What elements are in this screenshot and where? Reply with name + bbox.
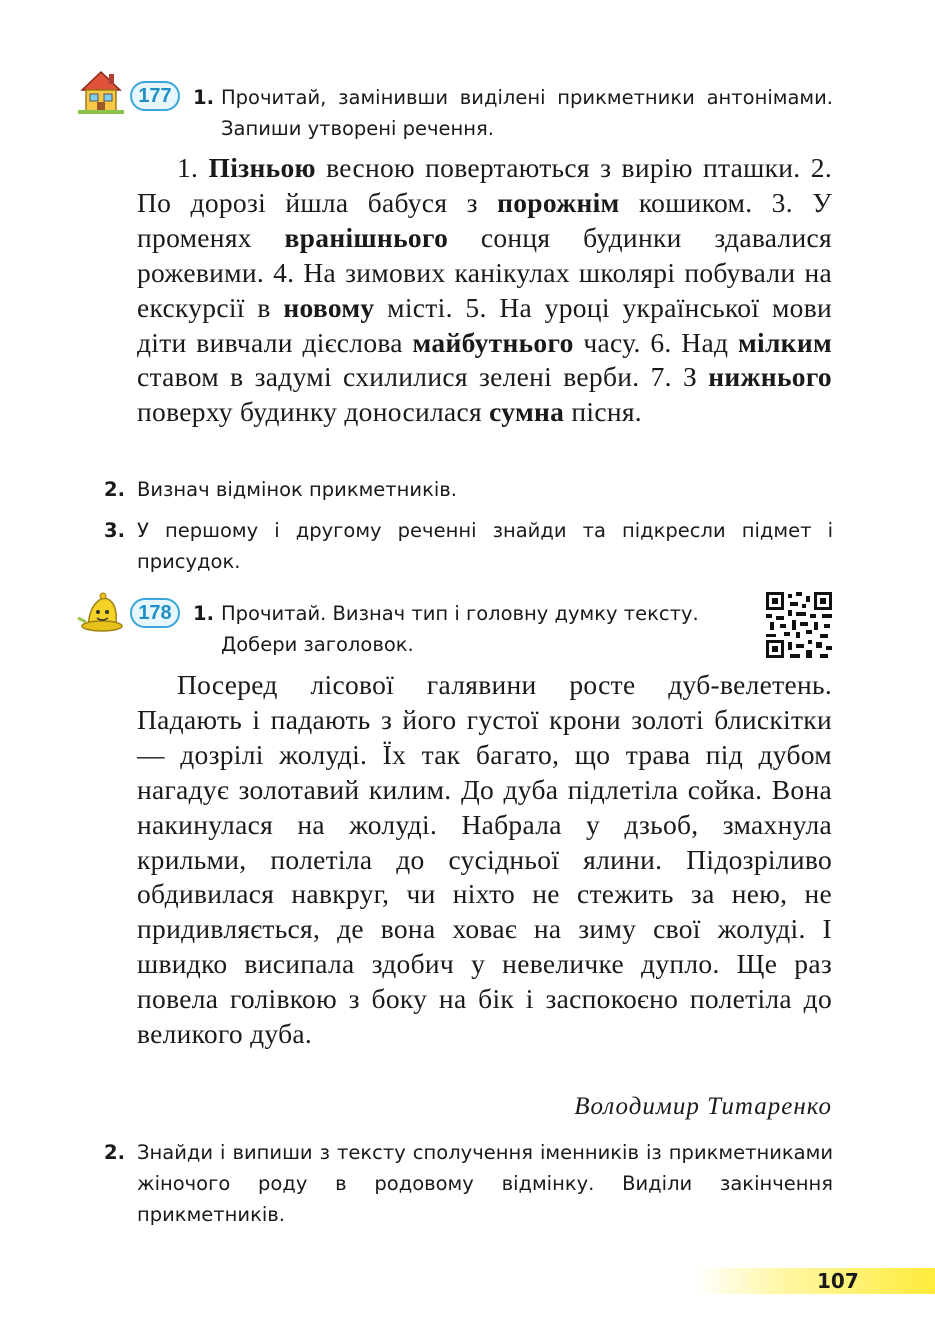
ex178-task1-line2: Добери заголовок.: [221, 633, 414, 656]
sentence-text: сонця будинки здавалися рожевими. 4. На зимових канікулах школярі побували на екскурсії в: [137, 221, 832, 323]
ex178-task2: [104, 1137, 833, 1230]
ex177-task1-number: 1.: [193, 86, 214, 109]
bell-icon: [76, 588, 126, 636]
highlighted-adjective: мілким: [737, 326, 833, 358]
highlighted-adjective: вранішнього: [284, 221, 449, 253]
ex177-task2: [104, 474, 833, 505]
highlighted-adjective: Пізньою: [208, 152, 316, 183]
sentence-text: місті. 5. На уроці української мови діти вивчали дієслова: [137, 291, 832, 358]
ex177-task1: [193, 82, 833, 144]
ex177-task3-number: 3.: [104, 519, 125, 542]
ex178-task1: [193, 598, 761, 660]
exercise-177-badge: 177: [130, 81, 180, 111]
ex178-task2-number: 2.: [104, 1141, 125, 1164]
highlighted-adjective: порожнім: [497, 186, 620, 218]
sentence-text: весною повертаються з вирію пташки. 2. По дорозі йшла бабуся з: [137, 152, 832, 218]
page-number: 107: [817, 1269, 859, 1293]
sentence-text: 1.: [177, 152, 209, 183]
ex177-task2-text: Визнач відмінок прикметників.: [137, 478, 457, 501]
ex177-task3-text: У першому і другому реченні знайди та підкресли підмет і присудок.: [137, 519, 833, 573]
ex177-task1-text: Прочитай, замінивши виділені прикметники антонімами. Запиши утворені речення.: [221, 86, 833, 140]
highlighted-adjective: нижнього: [708, 361, 832, 393]
ex177-task2-number: 2.: [104, 478, 125, 501]
qr-code-icon[interactable]: [766, 592, 832, 658]
highlighted-adjective: новому: [283, 291, 375, 323]
sentence-text: кошиком. 3. У променях: [137, 186, 832, 253]
sentence-text: часу. 6. Над: [573, 326, 738, 358]
ex178-author: Володимир Титаренко: [574, 1093, 832, 1120]
page-number-strip: [695, 1268, 935, 1294]
ex178-story-text: Посеред лісової галявини росте дуб-велетень. Падають і падають з його густої крони золоті блискітки — дозрілі жолуді. Їх так багато, що трава під дубом нагадує золотавий килим. До дуба підлетіла сойка. Вона накинулася на жолуді. Набрала у дзьоб, змахнула крильми, полетіла до сусідньої ялини. Підозріливо обдивилася навкруг, чи ніхто не стежить за нею, не придивляється, де вона ховає на зиму свої жолуді. І швидко висипала здобич у невеличке дупло. Ще раз повела голівкою з боку на бік і заспокоєно полетіла до великого дуба.: [137, 669, 832, 1050]
sentence-text: поверху будинку доносилася: [137, 396, 490, 428]
ex177-sentences: [137, 151, 832, 430]
sentence-text: ставом в задумі схилилися зелені верби. 7. З: [137, 361, 709, 393]
ex178-task1-number: 1.: [193, 602, 214, 625]
highlighted-adjective: сумна: [489, 396, 565, 428]
house-icon: [76, 66, 126, 116]
exercise-178-badge: 178: [130, 598, 180, 628]
ex178-task2-text: Знайди і випиши з тексту сполучення іменників із прикметниками жіночого роду в родовому відмінку. Виділи закінчення прикметників.: [137, 1141, 833, 1226]
highlighted-adjective: майбутнього: [412, 326, 574, 358]
sentence-text: пісня.: [564, 396, 642, 428]
ex178-task1-line1: Прочитай. Визнач тип і головну думку тексту.: [221, 602, 699, 625]
ex177-task3: [104, 515, 833, 577]
